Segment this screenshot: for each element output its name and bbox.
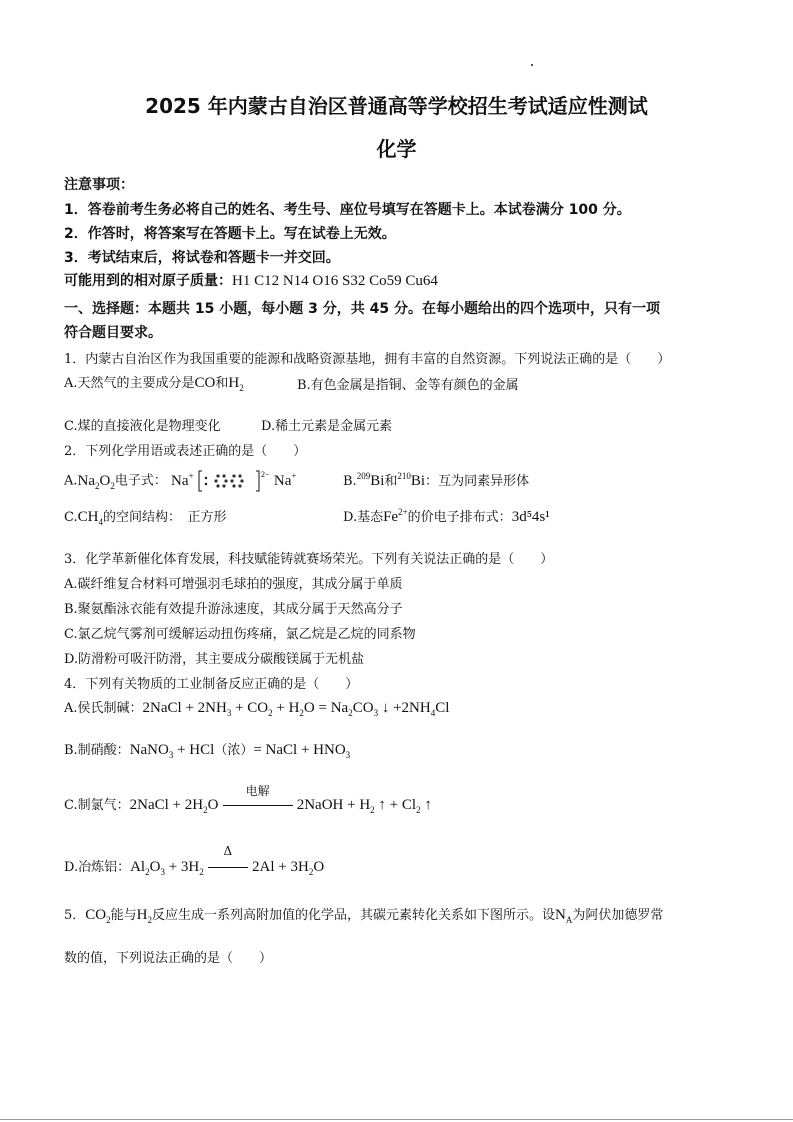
q3-option-c: C.氯乙烷气雾剂可缓解运动扭伤疼痛，氯乙烷是乙烷的同系物 [64,627,416,642]
q5-stem-2: 数的值，下列说法正确的是（ ） [64,951,273,966]
q2-option-a: $A.Na_2O_2$电子式： Na+ 2− Na+ [64,468,296,494]
atomic-mass-line [64,270,438,290]
q2-option-c: $C.CH_4$的空间结构： 正方形 [64,509,227,527]
exam-title: 2025 年内蒙古自治区普通高等学校招生考试适应性测试 [145,94,648,118]
heating-arrow: Δ [208,860,248,875]
q1-option-c: C.煤的直接液化是物理变化 [64,419,221,434]
q2-stem: 2．下列化学用语或表述正确的是（ ） [64,444,307,459]
electrolysis-arrow: 电解 [223,798,293,813]
q1-option-b: B.有色金属是指铜、金等有颜色的金属 [297,378,519,393]
notice-item-2: 2．作答时，将答案写在答题卡上。写在试卷上无效。 [64,226,396,242]
q4-option-c: C.制氯气：2NaCl + $2H_2O$ 电解 2NaOH + $H_2$ ↑ + $Cl_2$ ↑ [64,784,432,815]
q1-option-a: A.天然气的主要成分是CO和$H_2$ [64,375,244,393]
q3-option-b: B.聚氨酯泳衣能有效提升游泳速度，其成分属于天然高分子 [64,602,403,617]
section1-heading-1: 一、选择题：本题共 15 小题，每小题 3 分，共 45 分。在每小题给出的四个选项中，只有一项 [64,301,660,317]
page-bottom-rule [0,1119,793,1120]
peroxide-lewis-structure [198,468,270,494]
q4-option-d: D.冶炼铝：$Al_2O_3 + 3H_2$ Δ $2Al + 3H_2O$ [64,844,325,877]
q4-option-a: A.侯氏制碱：2NaCl + $2NH_3 + CO_2 + H_2O = Na_2CO_3$ ↓ $+2NH_4Cl$ [64,700,450,718]
atomic-mass-values: H1 C12 N14 O16 S32 Co59 Cu64 [232,273,438,289]
notice-item-3: 3．考试结束后，将试卷和答题卡一并交回。 [64,250,340,266]
q4-stem: 4．下列有关物质的工业制备反应正确的是（ ） [64,677,359,692]
atomic-mass-label: 可能用到的相对原子质量： [64,273,232,289]
q3-option-d: D.防滑粉可吸汗防滑，其主要成分碳酸镁属于无机盐 [64,652,365,667]
section1-heading-2: 符合题目要求。 [64,325,162,341]
notice-heading: 注意事项： [64,177,134,193]
q1-option-d: D.稀土元素是金属元素 [261,419,393,434]
q4-option-b: B.制硝酸：NaNO$_3$ + HCl（浓）= NaCl + $HNO_3$ [64,742,351,760]
page-speck [531,64,533,66]
notice-item-1: 1．答卷前考生务必将自己的姓名、考生号、座位号填写在答题卡上。本试卷满分 100 分。 [64,202,631,218]
q2-option-b: B.$^{209}$Bi和$^{210}$Bi：互为同素异形体 [343,471,530,489]
subject-title: 化学 [376,137,417,161]
q3-option-a: A.碳纤维复合材料可增强羽毛球拍的强度，其成分属于单质 [64,577,403,592]
svg-text:2−: 2− [260,470,270,479]
q2-option-d: D.基态$Fe^{2+}$的价电子排布式：3d⁵4s¹ [343,507,550,525]
q5-stem-1: 5．$CO_2$能与$H_2$反应生成一系列高附加值的化学品，其碳元素转化关系如下图所示。设$N_A$为阿伏加德罗常 [64,907,664,925]
q3-stem: 3．化学革新催化体育发展，科技赋能铸就赛场荣光。下列有关说法正确的是（ ） [64,552,554,567]
q1-stem: 1．内蒙古自治区作为我国重要的能源和战略资源基地，拥有丰富的自然资源。下列说法正确的是（ ） [64,352,671,367]
